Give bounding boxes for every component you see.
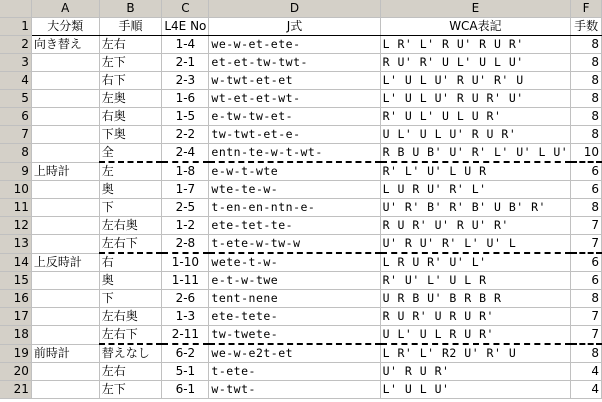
l4e-no-cell[interactable]: 2-2 bbox=[162, 126, 209, 144]
move-count-cell[interactable]: 8 bbox=[571, 126, 602, 144]
step-cell[interactable]: 左右 bbox=[99, 36, 162, 54]
category-cell[interactable] bbox=[31, 144, 99, 163]
step-cell[interactable]: 左右奥 bbox=[99, 217, 162, 235]
table-row bbox=[0, 381, 602, 399]
wca-notation-cell[interactable]: L' U L U' R U' R' U bbox=[380, 72, 571, 90]
category-cell[interactable] bbox=[31, 90, 99, 108]
move-count-cell[interactable]: 8 bbox=[571, 199, 602, 217]
move-count-cell[interactable]: 8 bbox=[571, 72, 602, 90]
row-header[interactable]: 20 bbox=[0, 363, 31, 381]
category-cell[interactable]: 上反時計 bbox=[31, 253, 99, 272]
table-row bbox=[0, 326, 602, 345]
category-cell[interactable]: 向き替え bbox=[31, 36, 99, 54]
row-header[interactable]: 14 bbox=[0, 253, 31, 272]
move-count-cell[interactable]: 8 bbox=[571, 36, 602, 54]
row-header[interactable]: 18 bbox=[0, 326, 31, 345]
j-notation-cell[interactable]: tw-twete- bbox=[209, 326, 380, 345]
move-count-cell[interactable]: 7 bbox=[571, 235, 602, 254]
step-cell[interactable]: 左右下 bbox=[99, 326, 162, 345]
column-header-f[interactable]: F bbox=[571, 0, 602, 18]
row-header[interactable]: 13 bbox=[0, 235, 31, 254]
wca-notation-cell[interactable]: U R B U' B R B R bbox=[380, 290, 571, 308]
step-cell[interactable]: 左右下 bbox=[99, 235, 162, 254]
step-cell[interactable]: 左右奥 bbox=[99, 308, 162, 326]
l4e-no-cell[interactable]: 1-2 bbox=[162, 217, 209, 235]
j-notation-cell[interactable]: ete-tet-te- bbox=[209, 217, 380, 235]
l4e-no-cell[interactable]: 1-3 bbox=[162, 308, 209, 326]
table-row bbox=[0, 290, 602, 308]
step-cell[interactable]: 全 bbox=[99, 144, 162, 163]
l4e-no-cell[interactable]: 2-8 bbox=[162, 235, 209, 254]
j-notation-cell[interactable]: wte-te-w- bbox=[209, 181, 380, 199]
l4e-no-cell[interactable]: 1-11 bbox=[162, 272, 209, 290]
wca-notation-cell[interactable]: R B U B' U' R' L' U' L U' bbox=[380, 144, 571, 163]
move-count-cell[interactable]: 4 bbox=[571, 381, 602, 399]
row-header[interactable]: 3 bbox=[0, 54, 31, 72]
j-notation-cell[interactable]: entn-te-w-t-wt- bbox=[209, 144, 380, 163]
l4e-no-cell[interactable]: 1-7 bbox=[162, 181, 209, 199]
category-cell[interactable] bbox=[31, 272, 99, 290]
header-j-notation-cell[interactable]: J式 bbox=[209, 18, 380, 36]
l4e-no-cell[interactable]: 1-5 bbox=[162, 108, 209, 126]
table-header-row bbox=[0, 18, 602, 36]
wca-notation-cell[interactable]: L' U L U' R U R' U' bbox=[380, 90, 571, 108]
row-header[interactable]: 9 bbox=[0, 162, 31, 181]
step-cell[interactable]: 下奥 bbox=[99, 126, 162, 144]
row-header[interactable]: 19 bbox=[0, 344, 31, 363]
j-notation-cell[interactable]: e-w-t-wte bbox=[209, 162, 380, 181]
row-header[interactable]: 7 bbox=[0, 126, 31, 144]
row-header[interactable]: 10 bbox=[0, 181, 31, 199]
l4e-no-cell[interactable]: 2-5 bbox=[162, 199, 209, 217]
step-cell[interactable]: 左 bbox=[99, 162, 162, 181]
row-header[interactable]: 1 bbox=[0, 18, 31, 36]
move-count-cell[interactable]: 8 bbox=[571, 108, 602, 126]
wca-notation-cell[interactable]: U' R' B' R' B' U B' R' bbox=[380, 199, 571, 217]
step-cell[interactable]: 下 bbox=[99, 199, 162, 217]
l4e-no-cell[interactable]: 6-1 bbox=[162, 381, 209, 399]
j-notation-cell[interactable]: tent-nene bbox=[209, 290, 380, 308]
wca-notation-cell[interactable]: U' R U' R' L' U' L bbox=[380, 235, 571, 254]
l4e-no-cell[interactable]: 1-10 bbox=[162, 253, 209, 272]
table-row bbox=[0, 90, 602, 108]
column-header-b[interactable]: B bbox=[99, 0, 162, 18]
step-cell[interactable]: 下 bbox=[99, 290, 162, 308]
column-header-c[interactable]: C bbox=[162, 0, 209, 18]
wca-notation-cell[interactable]: U L' U L R U R' bbox=[380, 326, 571, 345]
table-row bbox=[0, 144, 602, 163]
l4e-no-cell[interactable]: 2-1 bbox=[162, 54, 209, 72]
category-cell[interactable] bbox=[31, 326, 99, 345]
move-count-cell[interactable]: 6 bbox=[571, 181, 602, 199]
category-cell[interactable] bbox=[31, 54, 99, 72]
step-cell[interactable]: 替えなし bbox=[99, 344, 162, 363]
row-header[interactable]: 5 bbox=[0, 90, 31, 108]
table-row bbox=[0, 363, 602, 381]
j-notation-cell[interactable]: t-en-en-ntn-e- bbox=[209, 199, 380, 217]
step-cell[interactable]: 右 bbox=[99, 253, 162, 272]
move-count-cell[interactable]: 6 bbox=[571, 272, 602, 290]
step-cell[interactable]: 右奥 bbox=[99, 108, 162, 126]
wca-notation-cell[interactable]: R' U' L' U L R bbox=[380, 272, 571, 290]
category-cell[interactable] bbox=[31, 308, 99, 326]
row-header[interactable]: 11 bbox=[0, 199, 31, 217]
wca-notation-cell[interactable]: L R' L' R2 U' R' U bbox=[380, 344, 571, 363]
category-cell[interactable] bbox=[31, 199, 99, 217]
l4e-no-cell[interactable]: 2-6 bbox=[162, 290, 209, 308]
column-header-e[interactable]: E bbox=[380, 0, 571, 18]
table-row bbox=[0, 272, 602, 290]
j-notation-cell[interactable]: t-ete-w-tw-w bbox=[209, 235, 380, 254]
move-count-cell[interactable]: 4 bbox=[571, 363, 602, 381]
table-row bbox=[0, 199, 602, 217]
row-header[interactable]: 6 bbox=[0, 108, 31, 126]
l4e-no-cell[interactable]: 1-6 bbox=[162, 90, 209, 108]
j-notation-cell[interactable]: w-twt- bbox=[209, 381, 380, 399]
j-notation-cell[interactable]: we-w-e2t-et bbox=[209, 344, 380, 363]
l4e-no-cell[interactable]: 5-1 bbox=[162, 363, 209, 381]
column-header-d[interactable]: D bbox=[209, 0, 380, 18]
table-row bbox=[0, 108, 602, 126]
table-row bbox=[0, 217, 602, 235]
wca-notation-cell[interactable]: R U R' U' R U' R' bbox=[380, 217, 571, 235]
category-cell[interactable] bbox=[31, 235, 99, 254]
table-row bbox=[0, 162, 602, 181]
j-notation-cell[interactable]: e-tw-tw-et- bbox=[209, 108, 380, 126]
row-header[interactable]: 2 bbox=[0, 36, 31, 54]
l4e-no-cell[interactable]: 6-2 bbox=[162, 344, 209, 363]
table-row bbox=[0, 253, 602, 272]
l4e-no-cell[interactable]: 1-8 bbox=[162, 162, 209, 181]
j-notation-cell[interactable]: wt-et-et-wt- bbox=[209, 90, 380, 108]
header-category-cell[interactable]: 大分類 bbox=[31, 18, 99, 36]
j-notation-cell[interactable]: wete-t-w- bbox=[209, 253, 380, 272]
step-cell[interactable]: 左右 bbox=[99, 363, 162, 381]
category-cell[interactable]: 前時計 bbox=[31, 344, 99, 363]
select-all-corner[interactable] bbox=[0, 0, 31, 18]
category-cell[interactable] bbox=[31, 126, 99, 144]
move-count-cell[interactable]: 6 bbox=[571, 253, 602, 272]
step-cell[interactable]: 左奥 bbox=[99, 90, 162, 108]
row-header[interactable]: 15 bbox=[0, 272, 31, 290]
column-header-a[interactable]: A bbox=[31, 0, 99, 18]
table-row bbox=[0, 308, 602, 326]
j-notation-cell[interactable]: t-ete- bbox=[209, 363, 380, 381]
wca-notation-cell[interactable]: L R' L' R U' R U R' bbox=[380, 36, 571, 54]
wca-notation-cell[interactable]: R U' R' U L' U L U' bbox=[380, 54, 571, 72]
j-notation-cell[interactable]: we-w-et-ete- bbox=[209, 36, 380, 54]
table-row bbox=[0, 126, 602, 144]
table-row bbox=[0, 72, 602, 90]
category-cell[interactable] bbox=[31, 181, 99, 199]
wca-notation-cell[interactable]: U' R U R' bbox=[380, 363, 571, 381]
category-cell[interactable] bbox=[31, 217, 99, 235]
header-l4e-no-cell[interactable]: L4E No bbox=[162, 18, 209, 36]
step-cell[interactable]: 左下 bbox=[99, 381, 162, 399]
row-header[interactable]: 21 bbox=[0, 381, 31, 399]
l4e-no-cell[interactable]: 1-4 bbox=[162, 36, 209, 54]
move-count-cell[interactable]: 8 bbox=[571, 344, 602, 363]
table-row bbox=[0, 235, 602, 254]
table-row bbox=[0, 181, 602, 199]
step-cell[interactable]: 左下 bbox=[99, 54, 162, 72]
l4e-no-cell[interactable]: 2-4 bbox=[162, 144, 209, 163]
move-count-cell[interactable]: 7 bbox=[571, 217, 602, 235]
move-count-cell[interactable]: 8 bbox=[571, 90, 602, 108]
wca-notation-cell[interactable]: L' U L U' bbox=[380, 381, 571, 399]
category-cell[interactable] bbox=[31, 381, 99, 399]
category-cell[interactable]: 上時計 bbox=[31, 162, 99, 181]
wca-notation-cell[interactable]: L U R U' R' L' bbox=[380, 181, 571, 199]
j-notation-cell[interactable]: tw-twt-et-e- bbox=[209, 126, 380, 144]
table-row bbox=[0, 36, 602, 54]
table-row bbox=[0, 54, 602, 72]
row-header[interactable]: 4 bbox=[0, 72, 31, 90]
move-count-cell[interactable]: 8 bbox=[571, 290, 602, 308]
move-count-cell[interactable]: 10 bbox=[571, 144, 602, 163]
step-cell[interactable]: 右下 bbox=[99, 72, 162, 90]
table-row bbox=[0, 344, 602, 363]
l4e-no-cell[interactable]: 2-11 bbox=[162, 326, 209, 345]
j-notation-cell[interactable]: w-twt-et-et bbox=[209, 72, 380, 90]
header-step-cell[interactable]: 手順 bbox=[99, 18, 162, 36]
header-wca-notation-cell[interactable]: WCA表記 bbox=[380, 18, 571, 36]
move-count-cell[interactable]: 8 bbox=[571, 54, 602, 72]
move-count-cell[interactable]: 7 bbox=[571, 308, 602, 326]
move-count-cell[interactable]: 7 bbox=[571, 326, 602, 345]
row-header[interactable]: 12 bbox=[0, 217, 31, 235]
wca-notation-cell[interactable]: L R U R' U' L' bbox=[380, 253, 571, 272]
j-notation-cell[interactable]: et-et-tw-twt- bbox=[209, 54, 380, 72]
row-header[interactable]: 8 bbox=[0, 144, 31, 163]
wca-notation-cell[interactable]: R' L' U' L U R bbox=[380, 162, 571, 181]
j-notation-cell[interactable]: e-t-w-twe bbox=[209, 272, 380, 290]
wca-notation-cell[interactable]: R' U L' U L U R' bbox=[380, 108, 571, 126]
wca-notation-cell[interactable]: U L' U L U' R U R' bbox=[380, 126, 571, 144]
l4e-no-cell[interactable]: 2-3 bbox=[162, 72, 209, 90]
header-move-count-cell[interactable]: 手数 bbox=[571, 18, 602, 36]
move-count-cell[interactable]: 6 bbox=[571, 162, 602, 181]
category-cell[interactable] bbox=[31, 72, 99, 90]
j-notation-cell[interactable]: ete-tete- bbox=[209, 308, 380, 326]
row-header[interactable]: 17 bbox=[0, 308, 31, 326]
category-cell[interactable] bbox=[31, 108, 99, 126]
row-header[interactable]: 16 bbox=[0, 290, 31, 308]
wca-notation-cell[interactable]: R U R' U R U R' bbox=[380, 308, 571, 326]
category-cell[interactable] bbox=[31, 363, 99, 381]
category-cell[interactable] bbox=[31, 290, 99, 308]
step-cell[interactable]: 奥 bbox=[99, 272, 162, 290]
step-cell[interactable]: 奥 bbox=[99, 181, 162, 199]
